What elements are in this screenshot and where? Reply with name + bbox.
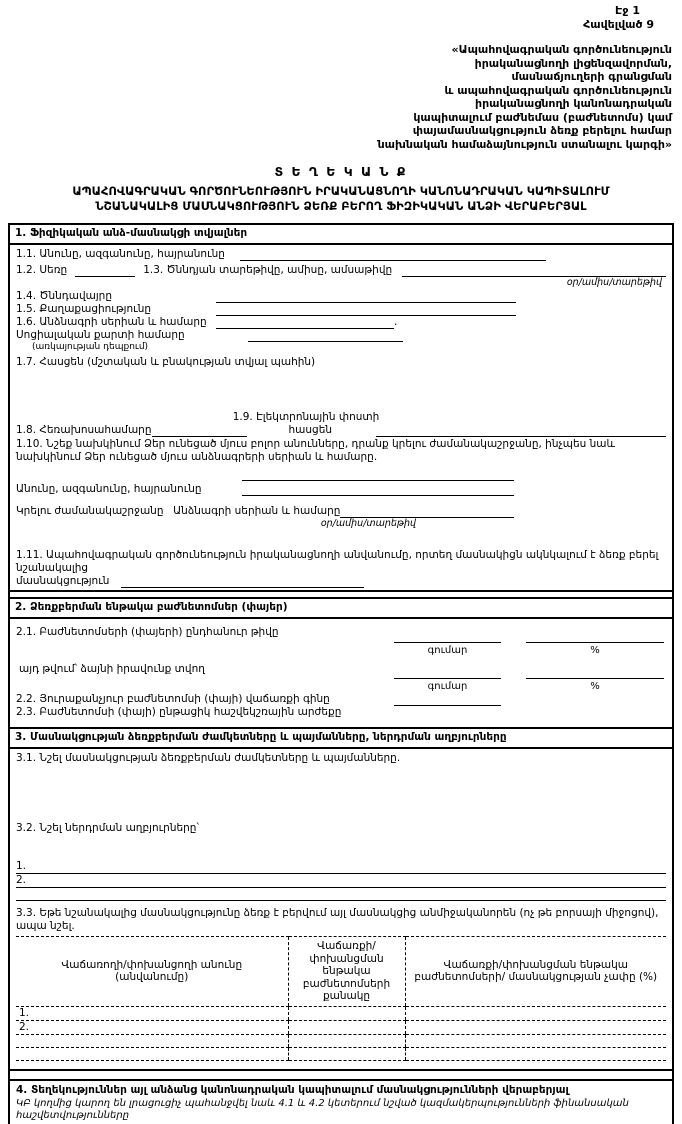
transfer-cell[interactable] (405, 1020, 666, 1034)
subtitle-line-1: ԱՊԱՀՈՎԱԳՐԱԿԱՆ ԳՈՐԾՈՒՆԵՈՒԹՅՈՒՆ ԻՐԱԿԱՆԱՑՆՈՂԻ ԿԱՆՈՆԱԴՐԱԿԱՆ ԿԱՊԻՏԱԼՈՒՄ (72, 184, 610, 198)
field-2-3-label: 2.3. Բաժնետոմսի (փայի) ընթացիկ հաշվեկշռային արժեքը (16, 706, 342, 718)
address-blank-area[interactable] (16, 369, 666, 411)
input-line-full-name[interactable] (240, 249, 546, 261)
field-3-1-label: 3.1. Նշել մասնակցության ձեռքբերման ժամկետները և պայմանները. (16, 752, 401, 764)
input-line-passport[interactable] (216, 317, 394, 329)
field-1-10-text: 1.10. Նշեք նախկինում Ձեր ունեցած մյուս բոլոր անունները, դրանք կրելու ժամանակաշրջանը, ինչպես նաև նախկինում Ձեր ունեցած մյուս անձնագրերի սերիան և համարը. (16, 438, 615, 463)
previous-fullname-row (16, 483, 666, 496)
field-1-7-label: 1.7. Հասցեն (մշտական և բնակության տվյալ պահին) (16, 356, 316, 368)
transfer-table-col-percent: Վաճառքի/փոխանցման ենթակա բաժնետոմսերի/ մասնակցության չափը (%) (405, 937, 666, 1007)
section-3-header: 3. Մասնակցության ձեռքբերման ժամկետները և պայմանները, ներդրման աղբյուրները (10, 729, 672, 749)
document-title: Տ Ե Ղ Ե Կ Ա Ն Ք (274, 164, 408, 179)
field-1-7-row (16, 356, 666, 369)
transfer-table-row[interactable] (16, 1020, 666, 1034)
section-1-header: 1. Ֆիզիկական անձ-մասնակցի տվյալներ (10, 225, 672, 245)
document-subtitle (8, 184, 674, 214)
transfer-row-number[interactable]: 2. (16, 1020, 288, 1034)
field-1-6-row (16, 316, 666, 329)
section-1-body (10, 245, 672, 592)
input-line-insurer-name[interactable] (121, 576, 364, 588)
source-item-row[interactable] (16, 888, 666, 901)
input-amount-total[interactable]: գումար (394, 642, 501, 656)
quote-line: իրականացնողի լիցենզավորման, (474, 56, 672, 70)
input-line-sex[interactable] (75, 265, 135, 277)
social-card-label: Սոցիալական քարտի համարը (16, 329, 185, 341)
transfer-cell[interactable] (288, 1020, 405, 1034)
input-line-citizenship[interactable] (216, 304, 516, 316)
quote-line: իրականացնողի կանոնադրական (475, 97, 672, 110)
social-card-note: (առկայության դեպքում) (32, 342, 149, 352)
field-1-5-row (16, 303, 666, 316)
transfer-cell[interactable] (405, 1006, 666, 1020)
transfer-table-col-quantity: Վաճառքի/փոխանցման ենթակա բաժնետոմսերի քանակը (288, 937, 405, 1007)
section-4-note: ԿԲ կողմից կարող են լրացուցիչ պահանջվել նաև 4.1 և 4.2 կետերում նշված կազմակերպությունների ֆինանսական հաշվետվությունները (16, 1097, 629, 1121)
previous-passport-label: Անձնագրի սերիան և համարը (173, 505, 341, 517)
field-3-2-label: 3.2. Նշել ներդրման աղբյուրները՝ (16, 822, 199, 834)
transfer-table (16, 936, 666, 1061)
quote-line: և ապահովագրական գործունեություն (444, 83, 672, 97)
source-item-row[interactable] (16, 874, 666, 888)
source-item-row[interactable] (16, 860, 666, 874)
section-gap (10, 1071, 672, 1081)
previous-name-line-row (16, 468, 666, 481)
field-1-11-text-line2: մասնակցություն (16, 575, 110, 587)
transfer-table-row[interactable] (16, 1006, 666, 1020)
input-percent-voting[interactable]: % (526, 678, 664, 692)
transfer-table-col-seller: Վաճառողի/փոխանցողի անունը (անվանումը) (16, 937, 288, 1007)
transfer-cell[interactable] (288, 1034, 405, 1047)
field-2-1-sub-row (16, 663, 666, 676)
sources-blank-area[interactable] (16, 835, 666, 860)
transfer-row-number[interactable]: 1. (16, 1006, 288, 1020)
date-format-hint: օր/ամիս/տարեթիվ (566, 277, 662, 288)
field-1-1-row (16, 248, 666, 261)
regulation-quote (8, 43, 674, 151)
amount-percent-row-1 (16, 642, 666, 656)
annex-label: Հավելված 9 (583, 18, 654, 31)
source-item-number: 1. (16, 860, 27, 872)
previous-fullname-label: Անունը, ազգանունը, հայրանունը (16, 483, 202, 495)
input-amount-voting[interactable]: գումար (394, 678, 501, 692)
field-1-1-label: 1.1. Անունը, ազգանունը, հայրանունը (16, 248, 225, 260)
field-1-8-label: 1.8. Հեռախոսահամարը (16, 424, 152, 436)
input-line-birth-place[interactable] (216, 291, 516, 303)
transfer-cell[interactable] (288, 1047, 405, 1060)
field-1-2-label: 1.2. Սեռը (16, 264, 68, 276)
field-1-8-1-9-row (16, 424, 666, 437)
field-1-6-label: 1.6. Անձնագրի սերիան և համարը (16, 316, 207, 328)
subtitle-line-2: ՆՇԱՆԱԿԱԼԻՑ ՄԱՍՆԱԿՑՈՒԹՅՈՒՆ ՁԵՌՔ ԲԵՐՈՂ ՖԻԶԻԿԱԿԱՆ ԱՆՁԻ ՎԵՐԱԲԵՐՅԱԼ (95, 199, 587, 213)
quote-line: կապիտալում բաժնեմաս (բաժնետոմս) կամ (413, 110, 672, 124)
social-card-row (16, 329, 666, 342)
field-1-11-row2 (16, 575, 666, 588)
field-2-2-row (16, 693, 666, 706)
section-gap (10, 592, 672, 599)
field-2-2-label: 2.2. Յուրաքանչյուր բաժնետոմսի (փայի) վաճառքի գինը (16, 693, 330, 705)
section-2-header: 2. Ձեռքբերման ենթակա բաժնետոմսեր (փայեր) (10, 599, 672, 619)
field-2-1-sub-label: այդ թվում՝ ձայնի իրավունք տվող (19, 663, 205, 675)
input-percent-total[interactable]: % (526, 642, 664, 656)
section-2-body (10, 619, 672, 729)
transfer-table-row[interactable] (16, 1047, 666, 1060)
input-line-previous-passport[interactable] (340, 506, 514, 518)
field-1-9-label-line1: 1.9. Էլեկտրոնային փոստի (232, 411, 380, 423)
field-1-4-label: 1.4. Ծննդավայրը (16, 290, 112, 302)
field-1-3-label: 1.3. Ծննդյան տարեթիվը, ամիսը, ամսաթիվը (143, 264, 393, 276)
form-body (8, 223, 674, 1124)
quote-line: փայամասնակցություն ձեռք բերելու համար (412, 124, 672, 137)
input-line-birth-date[interactable] (402, 265, 666, 277)
field-1-9-label-line2: հասցեն (288, 424, 332, 436)
period-passport-row (16, 505, 666, 518)
field-1-2-1-3-row (16, 264, 666, 277)
field-1-6-period: . (394, 316, 398, 328)
section-4-header: 4. Տեղեկություններ այլ անձանց կանոնադրական կապիտալում մասնակցությունների վերաբերյալ (16, 1083, 569, 1096)
field-1-11-text-line1: 1.11. Ապահովագրական գործունեություն իրականացնողի անվանումը, որտեղ մասնակիցն ակնկալում է ձեռք բերել նշանակալից (16, 549, 659, 574)
input-line-email[interactable] (376, 425, 666, 437)
input-line-previous-names[interactable] (242, 469, 514, 481)
date-format-hint-2: օր/ամիս/տարեթիվ (320, 518, 416, 529)
transfer-cell[interactable] (405, 1047, 666, 1060)
field-2-1-row (16, 626, 666, 639)
section-4-body (10, 1081, 672, 1124)
transfer-table-row[interactable] (16, 1034, 666, 1047)
input-line-phone[interactable] (152, 425, 247, 437)
transfer-row-number[interactable] (16, 1034, 288, 1047)
field-1-5-label: 1.5. Քաղաքացիությունը (16, 303, 151, 315)
spacer (16, 719, 666, 725)
input-line-previous-fullname[interactable] (242, 484, 514, 496)
field-2-1-label: 2.1. Բաժնետոմսերի (փայերի) ընդհանուր թիվը (16, 626, 279, 638)
quote-line: նախնական համաձայնություն ստանալու կարգի» (377, 137, 672, 151)
quote-line: «Ապահովագրական գործունեություն (451, 43, 672, 56)
spacer (16, 1061, 666, 1069)
field-3-3-label: 3.3. Եթե նշանակալից մասնակցությունը ձեռք է բերվում այլ մասնակցից անմիջականորեն (ոչ թե բորսայի միջոցով), ապա նշել. (16, 907, 659, 932)
input-line-sale-price[interactable] (394, 694, 501, 706)
transfer-table-header-row (16, 937, 666, 1007)
terms-blank-area[interactable] (16, 765, 666, 822)
amount-percent-row-2 (16, 678, 666, 692)
transfer-row-number[interactable] (16, 1047, 288, 1060)
period-label: Կրելու ժամանակաշրջանը (16, 505, 164, 517)
field-1-4-row (16, 290, 666, 303)
page-number: Էջ 1 (615, 4, 640, 17)
transfer-cell[interactable] (405, 1034, 666, 1047)
field-2-3-row (16, 706, 666, 719)
transfer-cell[interactable] (288, 1006, 405, 1020)
source-item-number: 2. (16, 874, 27, 886)
quote-line: մասնաճյուղերի գրանցման (511, 70, 672, 83)
section-3-body (10, 749, 672, 1071)
input-line-social-card[interactable] (248, 330, 403, 342)
